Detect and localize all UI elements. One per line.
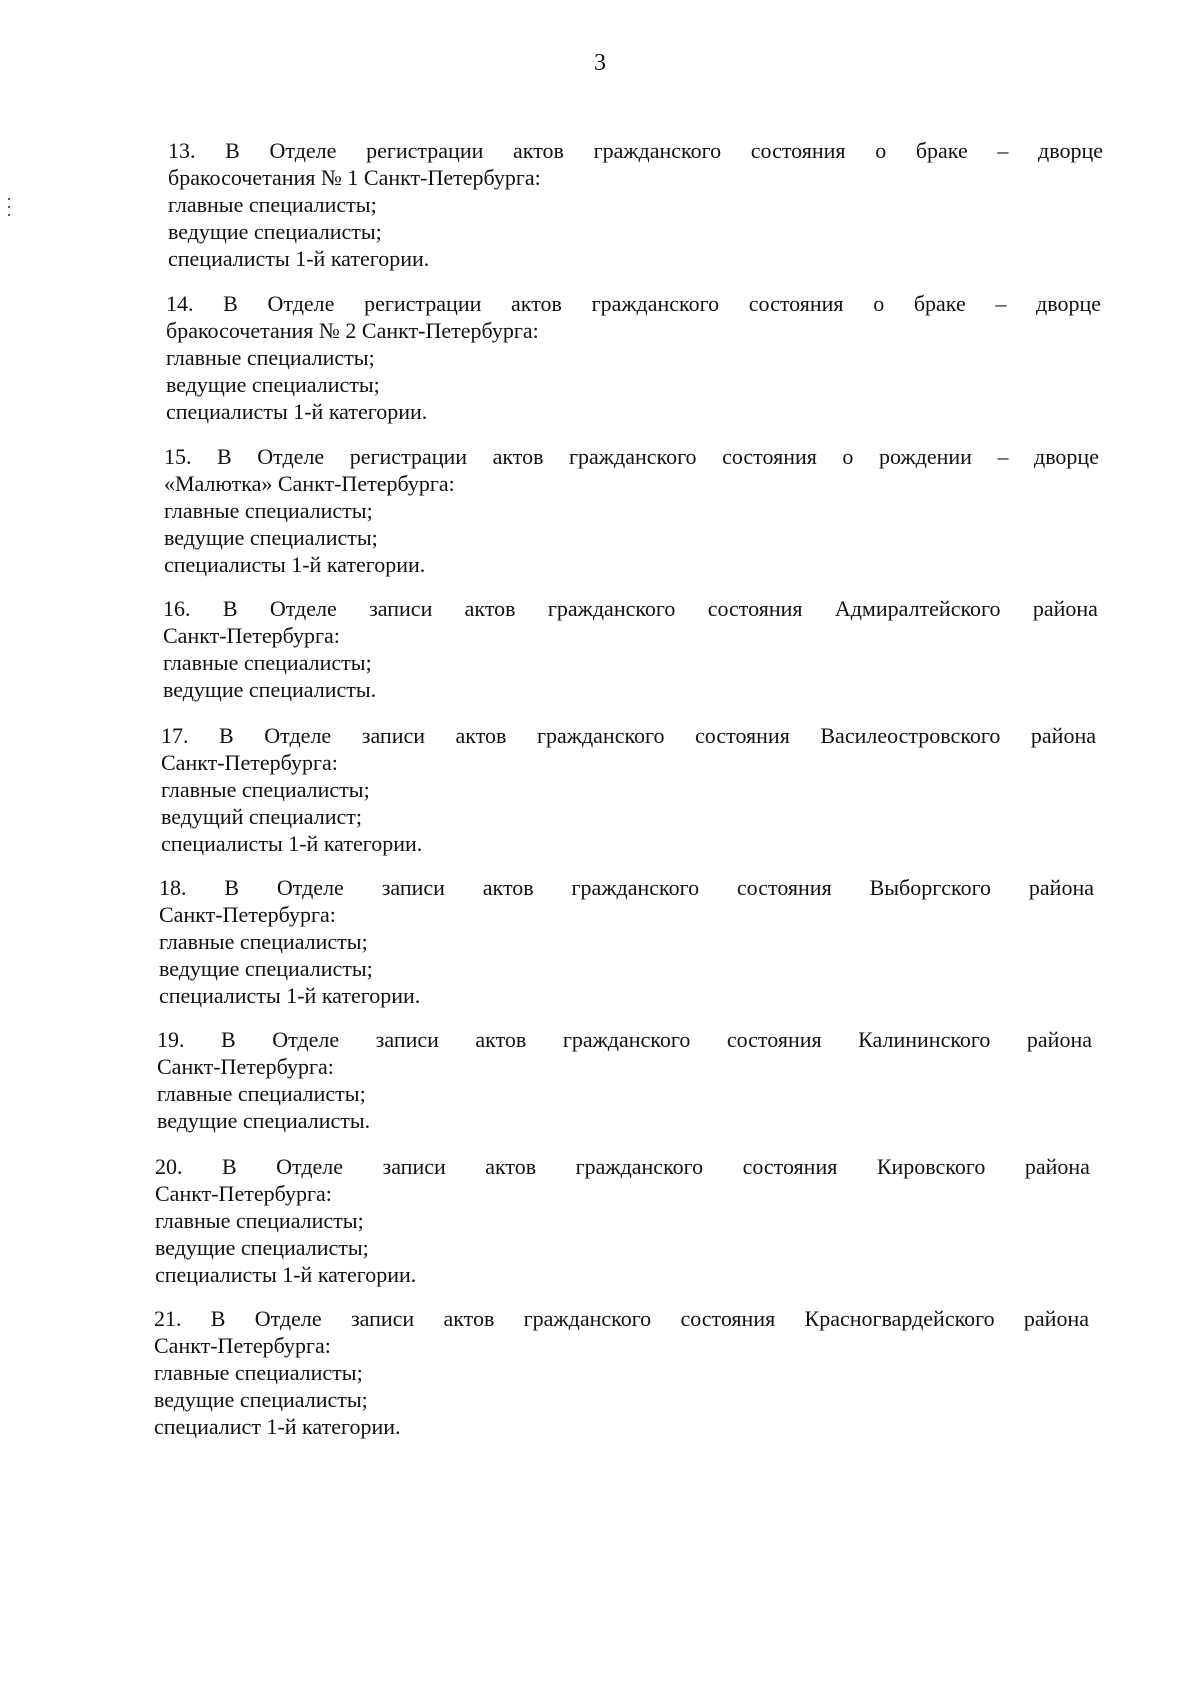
heading-word: актов [492,444,544,469]
heading-word: дворце [1036,291,1101,316]
heading-word: гражданского [591,291,720,316]
heading-word: состояния [680,1306,776,1331]
heading-word: гражданского [536,723,665,748]
section-heading [157,1026,1092,1053]
heading-word: 21. [154,1306,182,1331]
heading-word: дворце [1034,444,1099,469]
heading-word: Отделе [267,291,335,316]
heading-word: 14. [166,291,194,316]
heading-word: района [1030,723,1096,748]
section-heading-continuation: Санкт-Петербурга: [159,902,336,927]
heading-word: о [873,291,885,316]
position-line: специалисты 1-й категории. [155,1262,417,1287]
heading-word: – [995,291,1007,316]
heading-word: Василеостровского [820,723,1001,748]
position-line: ведущие специалисты; [166,372,380,397]
heading-word: актов [485,1154,537,1179]
position-line: специалисты 1-й категории. [161,831,423,856]
position-line: главные специалисты; [161,777,370,802]
heading-word: актов [511,291,562,316]
position-line: ведущие специалисты. [157,1108,371,1133]
section-heading-continuation: Санкт-Петербурга: [154,1333,331,1358]
position-line: главные специалисты; [163,650,372,675]
heading-word: гражданского [593,138,722,163]
heading-word: Кировского [876,1154,986,1179]
position-line: специалисты 1-й категории. [168,246,430,271]
heading-word: Отделе [276,875,344,900]
heading-word: – [997,444,1009,469]
section-item [164,443,1099,578]
heading-word: В [225,138,240,163]
heading-word: гражданского [562,1027,691,1052]
heading-word: 15. [164,444,192,469]
heading-word: регистрации [364,291,482,316]
heading-word: В [219,723,234,748]
heading-word: записи [382,1154,446,1179]
section-heading [164,443,1099,470]
heading-word: гражданского [571,875,700,900]
heading-word: браке [915,138,968,163]
heading-word: состояния [722,444,817,469]
position-line: специалисты 1-й категории. [159,983,421,1008]
section-item [154,1305,1089,1440]
section-item [166,290,1101,425]
heading-word: района [1024,1154,1090,1179]
heading-word: состояния [726,1027,822,1052]
heading-word: записи [381,875,445,900]
position-line: ведущий специалист; [161,804,362,829]
heading-word: состояния [707,596,803,621]
heading-word: Отделе [264,723,332,748]
heading-word: браке [913,291,966,316]
heading-word: актов [455,723,507,748]
heading-word: гражданского [575,1154,704,1179]
heading-word: регистрации [349,444,468,469]
heading-word: гражданского [547,596,676,621]
position-line: ведущие специалисты; [154,1387,368,1412]
position-line: ведущие специалисты; [164,525,378,550]
heading-word: гражданского [569,444,697,469]
heading-word: Выборгского [869,875,992,900]
section-heading-continuation: Санкт-Петербурга: [157,1054,334,1079]
heading-word: регистрации [366,138,484,163]
heading-word: 19. [157,1027,185,1052]
heading-word: состояния [736,875,832,900]
position-line: главные специалисты; [168,192,377,217]
position-line: ведущие специалисты. [163,677,377,702]
position-line: главные специалисты; [159,929,368,954]
heading-word: дворце [1038,138,1103,163]
heading-word: рождении [878,444,972,469]
position-line: ведущие специалисты; [155,1235,369,1260]
heading-word: Калининского [858,1027,991,1052]
section-item [157,1026,1092,1134]
section-heading [159,874,1094,901]
section-heading [166,290,1101,317]
section-heading [154,1305,1089,1332]
heading-word: актов [475,1027,527,1052]
heading-word: района [1023,1306,1089,1331]
heading-word: актов [482,875,534,900]
heading-word: В [222,596,238,621]
heading-word: 13. [168,138,196,163]
heading-word: состояния [750,138,846,163]
heading-word: 20. [155,1154,183,1179]
position-line: специалист 1-й категории. [154,1414,401,1439]
heading-word: состояния [695,723,790,748]
heading-word: записи [375,1027,439,1052]
section-heading-continuation: Санкт-Петербурга: [155,1181,332,1206]
section-heading [155,1153,1090,1180]
heading-word: Адмиралтейского [834,596,1001,621]
page-number: 3 [594,50,606,76]
heading-word: района [1026,1027,1092,1052]
heading-word: Отделе [269,138,337,163]
heading-word: актов [443,1306,495,1331]
margin-dots [8,198,12,222]
heading-word: – [997,138,1009,163]
heading-word: Красногвардейского [804,1306,995,1331]
heading-word: Отделе [272,1027,340,1052]
heading-word: В [224,875,240,900]
section-heading-continuation: «Малютка» Санкт-Петербурга: [164,471,455,496]
section-heading [161,722,1096,749]
section-item [161,722,1096,857]
position-line: главные специалисты; [164,498,373,523]
position-line: специалисты 1-й категории. [166,399,428,424]
section-heading-continuation: Санкт-Петербурга: [163,623,340,648]
heading-word: района [1032,596,1098,621]
heading-word: района [1028,875,1094,900]
heading-word: В [221,1027,236,1052]
heading-word: В [221,1154,237,1179]
section-heading [168,137,1103,164]
heading-word: Отделе [276,1154,344,1179]
section-item [168,137,1103,272]
heading-word: актов [464,596,516,621]
heading-word: о [875,138,887,163]
section-heading-continuation: бракосочетания № 2 Санкт-Петербурга: [166,318,539,343]
heading-word: В [217,444,232,469]
position-line: главные специалисты; [154,1360,363,1385]
heading-word: гражданского [523,1306,652,1331]
heading-word: 17. [161,723,189,748]
section-item [159,874,1094,1009]
position-line: специалисты 1-й категории. [164,552,426,577]
heading-word: записи [369,596,433,621]
position-line: главные специалисты; [166,345,375,370]
heading-word: состояния [748,291,844,316]
heading-word: состояния [742,1154,838,1179]
heading-word: В [223,291,238,316]
section-heading-continuation: Санкт-Петербурга: [161,750,338,775]
heading-word: о [842,444,854,469]
section-item [163,595,1098,703]
heading-word: В [210,1306,226,1331]
position-line: главные специалисты; [157,1081,366,1106]
section-heading [163,595,1098,622]
position-line: ведущие специалисты; [168,219,382,244]
heading-word: актов [513,138,564,163]
heading-word: записи [361,723,425,748]
heading-word: 18. [159,875,187,900]
position-line: ведущие специалисты; [159,956,373,981]
heading-word: Отделе [257,444,325,469]
section-heading-continuation: бракосочетания № 1 Санкт-Петербурга: [168,165,541,190]
position-line: главные специалисты; [155,1208,364,1233]
heading-word: 16. [163,596,191,621]
section-item [155,1153,1090,1288]
heading-word: записи [350,1306,415,1331]
heading-word: Отделе [254,1306,322,1331]
heading-word: Отделе [269,596,337,621]
